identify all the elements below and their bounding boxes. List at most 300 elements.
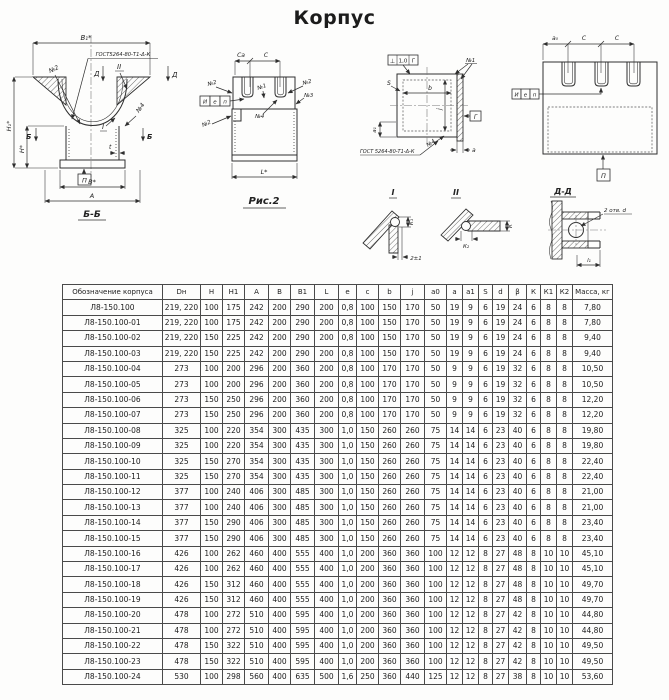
table-cell: 1,0 <box>339 515 357 530</box>
table-cell: 242 <box>245 315 269 330</box>
designation-cell: Л8-150.100-06 <box>63 392 163 407</box>
table-cell: 150 <box>379 315 401 330</box>
table-cell: 290 <box>223 531 245 546</box>
table-cell: 27 <box>493 669 509 684</box>
table-cell: 360 <box>379 562 401 577</box>
table-cell: 150 <box>201 577 223 592</box>
section-b-right-label: Б <box>147 133 153 141</box>
table-cell: 8 <box>557 500 573 515</box>
table-cell: 200 <box>357 546 379 561</box>
table-cell: 400 <box>269 608 291 623</box>
column-header: Dн <box>163 285 201 300</box>
table-cell: 24 <box>509 331 527 346</box>
column-header: К1 <box>541 285 557 300</box>
table-cell: 260 <box>401 469 425 484</box>
table-cell: 9,40 <box>573 331 613 346</box>
table-row <box>63 438 613 453</box>
table-cell: 300 <box>315 485 339 500</box>
fig2-mark-n3: №3 <box>304 93 314 99</box>
fig2-body <box>232 109 297 161</box>
dim-h-label: Н* <box>18 144 26 154</box>
designation-cell: Л8-150.100-01 <box>63 315 163 330</box>
designation-cell: Л8-150.100-21 <box>63 623 163 638</box>
table-cell: 325 <box>163 423 201 438</box>
table-cell: 12 <box>463 562 479 577</box>
table-cell: 325 <box>163 454 201 469</box>
table-cell: 6 <box>479 469 493 484</box>
table-cell: 175 <box>223 315 245 330</box>
table-cell: 200 <box>269 346 291 361</box>
specification-table <box>62 284 613 685</box>
table-cell: 50 <box>425 361 447 376</box>
table-cell: 242 <box>245 300 269 315</box>
table-cell: 354 <box>245 454 269 469</box>
column-header: j <box>401 285 425 300</box>
table-cell: 12 <box>463 638 479 653</box>
table-cell: 8 <box>557 346 573 361</box>
table-cell: 32 <box>509 408 527 423</box>
table-cell: 1,0 <box>339 654 357 669</box>
table-cell: 325 <box>163 469 201 484</box>
table-cell: 6 <box>479 377 493 392</box>
table-cell: 260 <box>401 515 425 530</box>
table-cell: 400 <box>315 577 339 592</box>
column-header: Обозначение корпуса <box>63 285 163 300</box>
table-cell: 273 <box>163 392 201 407</box>
dim-a-small <box>450 141 476 154</box>
table-cell: 14 <box>447 485 463 500</box>
table-cell: 150 <box>201 654 223 669</box>
dd-bottom-bar <box>562 241 588 248</box>
table-cell: 150 <box>201 408 223 423</box>
table-cell: 298 <box>223 669 245 684</box>
table-row <box>63 346 613 361</box>
table-cell: 200 <box>315 392 339 407</box>
table-cell: 200 <box>357 638 379 653</box>
table-cell: 360 <box>379 546 401 561</box>
table-cell: 225 <box>223 331 245 346</box>
table-row <box>63 300 613 315</box>
section-d2-label: Д <box>172 71 178 79</box>
designation-cell: Л8-150.100-10 <box>63 454 163 469</box>
table-cell: 1,6 <box>339 669 357 684</box>
table-cell: 50 <box>425 346 447 361</box>
table-cell: 150 <box>357 438 379 453</box>
table-cell: 400 <box>269 654 291 669</box>
table-cell: 19 <box>493 300 509 315</box>
table-cell: 360 <box>379 638 401 653</box>
table-cell: 500 <box>315 669 339 684</box>
table-row <box>63 592 613 607</box>
designation-cell: Л8-150.100-05 <box>63 377 163 392</box>
table-cell: 45,10 <box>573 546 613 561</box>
table-cell: 40 <box>509 423 527 438</box>
table-cell: 9 <box>463 315 479 330</box>
table-cell: 478 <box>163 638 201 653</box>
view-g-mark-n1: №1 <box>466 58 476 64</box>
table-cell: 150 <box>357 469 379 484</box>
table-cell: 290 <box>291 315 315 330</box>
table-cell: 14 <box>447 500 463 515</box>
table-cell: 100 <box>201 485 223 500</box>
table-cell: 250 <box>223 408 245 423</box>
view-top-weld-box2-label: е <box>523 92 528 99</box>
table-cell: 595 <box>291 608 315 623</box>
table-cell: 75 <box>425 423 447 438</box>
table-cell: 10 <box>541 592 557 607</box>
table-cell: 8 <box>541 485 557 500</box>
table-cell: 7,80 <box>573 300 613 315</box>
table-cell: 400 <box>315 592 339 607</box>
table-cell: 49,70 <box>573 592 613 607</box>
table-cell: 100 <box>201 562 223 577</box>
fig2-drawing <box>200 52 314 208</box>
table-cell: 322 <box>223 638 245 653</box>
table-cell: 10 <box>541 669 557 684</box>
table-cell: 296 <box>245 408 269 423</box>
table-cell: 260 <box>379 485 401 500</box>
designation-cell: Л8-150.100-03 <box>63 346 163 361</box>
table-cell: 8 <box>527 546 541 561</box>
table-row <box>63 315 613 330</box>
table-cell: 360 <box>291 408 315 423</box>
table-cell: 23 <box>493 515 509 530</box>
table-cell: 0,8 <box>339 300 357 315</box>
table-cell: 300 <box>315 423 339 438</box>
table-cell: 260 <box>379 500 401 515</box>
table-cell: 49,70 <box>573 577 613 592</box>
dim-b1-label: В₁* <box>80 34 92 42</box>
section-dd-drawing <box>548 187 632 267</box>
table-cell: 12 <box>447 562 463 577</box>
table-cell: 0,8 <box>339 361 357 376</box>
table-cell: 435 <box>291 454 315 469</box>
table-cell: 240 <box>223 485 245 500</box>
table-cell: 50 <box>425 377 447 392</box>
table-cell: 75 <box>425 485 447 500</box>
table-cell: 6 <box>479 300 493 315</box>
table-cell: 6 <box>527 408 541 423</box>
table-cell: 400 <box>269 623 291 638</box>
table-cell: 8 <box>541 423 557 438</box>
table-cell: 19 <box>493 331 509 346</box>
table-cell: 8 <box>541 469 557 484</box>
table-cell: 400 <box>315 638 339 653</box>
table-cell: 300 <box>269 454 291 469</box>
table-cell: 12 <box>463 623 479 638</box>
table-cell: 6 <box>479 346 493 361</box>
table-cell: 300 <box>269 485 291 500</box>
table-cell: 19 <box>493 315 509 330</box>
detail-ii-dim-k2-label: К₂ <box>462 244 470 250</box>
table-cell: 23 <box>493 438 509 453</box>
table-cell: 360 <box>291 377 315 392</box>
table-cell: 360 <box>379 623 401 638</box>
table-cell: 260 <box>379 515 401 530</box>
table-cell: 8 <box>557 315 573 330</box>
table-header <box>63 285 613 300</box>
table-cell: 8 <box>527 638 541 653</box>
table-row <box>63 361 613 376</box>
table-cell: 200 <box>223 377 245 392</box>
table-cell: 49,50 <box>573 638 613 653</box>
table-cell: 14 <box>447 469 463 484</box>
table-cell: 242 <box>245 331 269 346</box>
table-cell: 100 <box>425 577 447 592</box>
table-cell: 360 <box>401 608 425 623</box>
fig2-weld-box2-label: е <box>213 99 217 106</box>
table-cell: 377 <box>163 485 201 500</box>
table-cell: 100 <box>357 346 379 361</box>
table-cell: 6 <box>527 515 541 530</box>
table-cell: 12 <box>447 592 463 607</box>
dim-a-small-label: а <box>472 147 476 154</box>
datum-p-label: П <box>82 176 87 185</box>
table-cell: 200 <box>269 408 291 423</box>
table-cell: 10 <box>541 623 557 638</box>
table-cell: 1,0 <box>339 469 357 484</box>
table-cell: 75 <box>425 531 447 546</box>
table-cell: 300 <box>269 438 291 453</box>
table-cell: 635 <box>291 669 315 684</box>
table-cell: 555 <box>291 592 315 607</box>
table-cell: 9 <box>447 361 463 376</box>
table-cell: 290 <box>223 515 245 530</box>
base-plate <box>60 160 125 168</box>
table-cell: 100 <box>201 500 223 515</box>
dim-c1-label: С <box>581 35 587 42</box>
table-cell: 12 <box>447 654 463 669</box>
table-cell: 27 <box>493 592 509 607</box>
table-cell: 14 <box>463 469 479 484</box>
table-cell: 12 <box>463 654 479 669</box>
table-cell: 23 <box>493 531 509 546</box>
table-cell: 260 <box>379 438 401 453</box>
table-row <box>63 608 613 623</box>
table-cell: 485 <box>291 500 315 515</box>
table-cell: 150 <box>201 392 223 407</box>
table-cell: 40 <box>509 454 527 469</box>
table-cell: 170 <box>379 408 401 423</box>
table-cell: 50 <box>425 392 447 407</box>
table-row <box>63 423 613 438</box>
table-cell: 0,8 <box>339 315 357 330</box>
table-cell: 48 <box>509 592 527 607</box>
table-cell: 100 <box>357 408 379 423</box>
weld-note-label: ГОСТ5264-80-Т1-Δ-К <box>95 52 151 58</box>
dd-dim-l1-label: l₁ <box>587 258 591 264</box>
table-cell: 460 <box>245 577 269 592</box>
table-cell: 595 <box>291 623 315 638</box>
table-cell: 200 <box>357 654 379 669</box>
fig2-title: Рис.2 <box>248 196 280 207</box>
column-header: а0 <box>425 285 447 300</box>
table-cell: 9 <box>463 331 479 346</box>
tolerance-frame <box>388 55 418 74</box>
column-header: А <box>245 285 269 300</box>
table-cell: 478 <box>163 654 201 669</box>
header-row <box>63 285 613 300</box>
table-cell: 270 <box>223 454 245 469</box>
table-cell: 19 <box>493 346 509 361</box>
table-cell: 8 <box>557 515 573 530</box>
table-cell: 0,8 <box>339 331 357 346</box>
table-cell: 8 <box>557 423 573 438</box>
table-cell: 150 <box>201 515 223 530</box>
table-row <box>63 515 613 530</box>
table-cell: 48 <box>509 562 527 577</box>
table-cell: 150 <box>379 300 401 315</box>
table-cell: 510 <box>245 623 269 638</box>
table-cell: 6 <box>527 377 541 392</box>
table-cell: 12 <box>447 669 463 684</box>
table-cell: 260 <box>379 423 401 438</box>
table-cell: 6 <box>479 531 493 546</box>
dim-a1 <box>372 122 396 137</box>
table-cell: 6 <box>527 331 541 346</box>
table-cell: 200 <box>315 361 339 376</box>
dd-dim-l1 <box>577 250 600 267</box>
table-cell: 100 <box>425 562 447 577</box>
table-cell: 27 <box>493 654 509 669</box>
table-cell: 220 <box>223 438 245 453</box>
table-row <box>63 408 613 423</box>
detail-i-drawing <box>363 188 422 262</box>
table-cell: 14 <box>463 485 479 500</box>
datum-g-label: Г <box>473 114 478 121</box>
table-row <box>63 392 613 407</box>
column-header: К <box>527 285 541 300</box>
table-cell: 12 <box>463 592 479 607</box>
table-cell: 100 <box>357 315 379 330</box>
table-cell: 8 <box>527 592 541 607</box>
table-cell: 400 <box>315 654 339 669</box>
table-cell: 270 <box>223 469 245 484</box>
table-cell: 354 <box>245 469 269 484</box>
table-cell: 6 <box>479 315 493 330</box>
table-cell: 290 <box>291 331 315 346</box>
table-cell: 6 <box>527 469 541 484</box>
table-cell: 14 <box>463 423 479 438</box>
table-cell: 435 <box>291 469 315 484</box>
table-cell: 200 <box>357 623 379 638</box>
table-cell: 8 <box>541 377 557 392</box>
table-cell: 100 <box>425 623 447 638</box>
table-cell: 8 <box>527 654 541 669</box>
table-cell: 10 <box>557 562 573 577</box>
table-cell: 272 <box>223 608 245 623</box>
table-cell: 273 <box>163 377 201 392</box>
table-cell: 19 <box>447 346 463 361</box>
table-cell: 12 <box>463 608 479 623</box>
table-row <box>63 638 613 653</box>
table-cell: 150 <box>379 346 401 361</box>
table-cell: 555 <box>291 577 315 592</box>
table-cell: 200 <box>315 331 339 346</box>
table-cell: 53,60 <box>573 669 613 684</box>
table-cell: 75 <box>425 454 447 469</box>
table-cell: 23 <box>493 500 509 515</box>
table-cell: 100 <box>425 546 447 561</box>
dim-a <box>45 170 140 203</box>
table-cell: 150 <box>379 331 401 346</box>
table-cell: 23,40 <box>573 515 613 530</box>
table-cell: 170 <box>401 331 425 346</box>
table-cell: 8 <box>479 623 493 638</box>
table-cell: 1,0 <box>339 423 357 438</box>
table-cell: 360 <box>401 654 425 669</box>
table-cell: 300 <box>269 469 291 484</box>
table-cell: 100 <box>201 608 223 623</box>
table-cell: 273 <box>163 408 201 423</box>
table-cell: 8 <box>541 515 557 530</box>
table-cell: 8 <box>557 469 573 484</box>
table-cell: 8 <box>557 531 573 546</box>
table-cell: 260 <box>401 423 425 438</box>
table-cell: 49,50 <box>573 654 613 669</box>
table-cell: 400 <box>315 562 339 577</box>
table-cell: 6 <box>479 515 493 530</box>
dim-b-star-label: В* <box>88 178 96 186</box>
table-cell: 27 <box>493 546 509 561</box>
table-cell: 296 <box>245 361 269 376</box>
table-cell: 100 <box>201 361 223 376</box>
table-cell: 8 <box>557 438 573 453</box>
table-cell: 170 <box>379 392 401 407</box>
column-header: Н1 <box>223 285 245 300</box>
table-cell: 19,80 <box>573 423 613 438</box>
table-cell: 10 <box>541 654 557 669</box>
table-cell: 530 <box>163 669 201 684</box>
page-title: Корпус <box>293 7 376 29</box>
table-cell: 150 <box>201 454 223 469</box>
table-cell: 8 <box>479 562 493 577</box>
table-cell: 9 <box>463 346 479 361</box>
table-cell: 555 <box>291 562 315 577</box>
table-cell: 296 <box>245 392 269 407</box>
table-cell: 260 <box>401 454 425 469</box>
table-cell: 14 <box>447 454 463 469</box>
table-cell: 260 <box>401 500 425 515</box>
table-cell: 10,50 <box>573 361 613 376</box>
view-top-weld-box3-label: п <box>532 92 537 99</box>
table-cell: 360 <box>379 577 401 592</box>
table-cell: 150 <box>201 638 223 653</box>
table-cell: 400 <box>315 608 339 623</box>
table-cell: 200 <box>315 346 339 361</box>
table-cell: 100 <box>201 546 223 561</box>
designation-cell: Л8-150.100-24 <box>63 669 163 684</box>
table-cell: 510 <box>245 654 269 669</box>
table-cell: 400 <box>315 546 339 561</box>
table-cell: 10 <box>541 638 557 653</box>
table-cell: 440 <box>401 669 425 684</box>
tolerance-value: 1,0 <box>398 58 408 65</box>
table-cell: 14 <box>447 438 463 453</box>
table-cell: 75 <box>425 500 447 515</box>
table-cell: 10 <box>557 638 573 653</box>
table-cell: 150 <box>201 331 223 346</box>
designation-cell: Л8-150.100-11 <box>63 469 163 484</box>
table-cell: 10 <box>557 546 573 561</box>
table-cell: 12 <box>447 623 463 638</box>
table-cell: 1,0 <box>339 623 357 638</box>
table-cell: 8 <box>527 562 541 577</box>
table-cell: 6 <box>479 423 493 438</box>
view-top-inner-plate <box>548 107 652 152</box>
view-top-weld-box1-label: И <box>514 92 519 99</box>
table-cell: 400 <box>269 546 291 561</box>
